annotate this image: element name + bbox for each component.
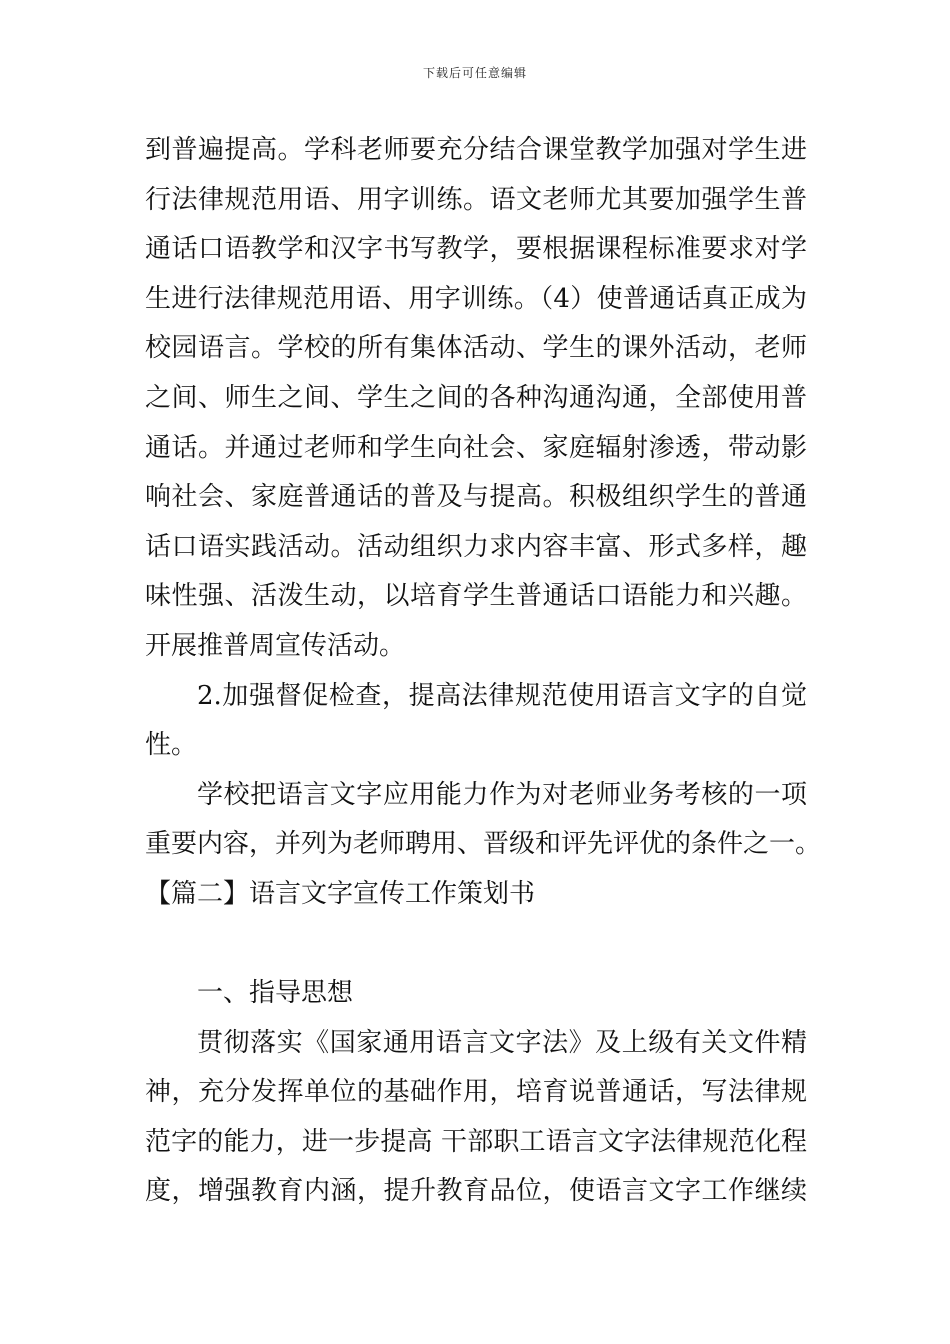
text-line: 通话口语教学和汉字书写教学，要根据课程标准要求对学 xyxy=(145,234,807,265)
text-line: 响社会、家庭普通话的普及与提高。积极组织学生的普通 xyxy=(145,482,807,513)
text-line: 校园语言。学校的所有集体活动、学生的课外活动，老师 xyxy=(145,333,807,364)
text-line: 学校把语言文字应用能力作为对老师业务考核的一项 xyxy=(197,779,807,810)
page-header: 下载后可任意编辑 xyxy=(422,66,527,80)
text-line: 【篇二】语言文字宣传工作策划书 xyxy=(145,878,536,909)
text-line: 话口语实践活动。活动组织力求内容丰富、形式多样，趣 xyxy=(145,531,807,562)
text-line: 生进行法律规范用语、用字训练。（4）使普通话真正成为 xyxy=(145,283,807,314)
text-line: 2.加强督促检查，提高法律规范使用语言文字的自觉 xyxy=(197,680,807,711)
text-line: 开展推普周宣传活动。 xyxy=(145,630,406,661)
text-line: 一、指导思想 xyxy=(197,978,354,1009)
text-line: 性。 xyxy=(145,730,198,761)
blank-line xyxy=(145,920,807,970)
text-line: 之间、师生之间、学生之间的各种沟通沟通，全部使用普 xyxy=(145,382,807,413)
text-line: 神，充分发挥单位的基础作用，培育说普通话，写法律规 xyxy=(145,1077,807,1108)
text-line: 贯彻落实《国家通用语言文字法》及上级有关文件精 xyxy=(197,1027,807,1058)
text-line: 重要内容，并列为老师聘用、晋级和评先评优的条件之一。 xyxy=(145,829,822,860)
text-line: 度，增强教育内涵，提升教育品位，使语言文字工作继续 xyxy=(145,1176,807,1207)
text-line: 到普遍提高。学科老师要充分结合课堂教学加强对学生进 xyxy=(145,135,807,165)
text-line: 范字的能力，进一步提高 干部职工语言文字法律规范化程 xyxy=(145,1126,807,1157)
text-line: 通话。并通过老师和学生向社会、家庭辐射渗透，带动影 xyxy=(145,432,807,463)
text-line: 行法律规范用语、用字训练。语文老师尤其要加强学生普 xyxy=(145,184,807,215)
document-body xyxy=(145,126,822,1217)
text-line: 味性强、活泼生动，以培育学生普通话口语能力和兴趣。 xyxy=(145,581,807,612)
